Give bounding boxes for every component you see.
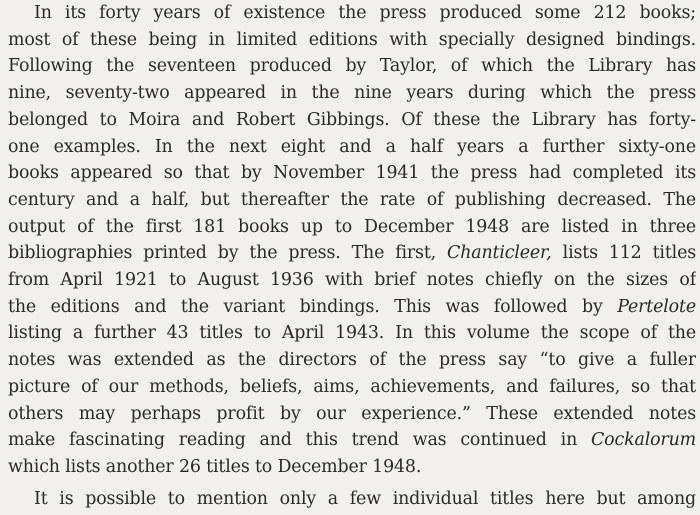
text-line: notes was extended as the directors of the press say “to give a fuller [8,350,696,371]
text-segment: bibliographies printed by the press. The first, [8,243,437,264]
text-segment: the editions and the variant bindings. This was followed by [8,296,603,317]
book-title-pertelote: Pertelote [617,296,696,317]
text-line: books appeared so that by November 1941 the press had completed its [8,163,696,184]
book-title-cockalorum: Cockalorum [591,430,696,451]
text-line: most of these being in limited editions with specially designed bindings. [8,29,696,50]
text-line: In its forty years of existence the press produced some 212 books; [34,3,696,23]
book-title-chanticleer: Chanticleer, [447,243,552,264]
text-segment: make fascinating reading and this trend was continued in [8,430,578,451]
text-line: others may perhaps profit by our experience.” These extended notes [8,403,696,424]
text-segment: lists 112 titles [562,243,696,264]
text-line: one examples. In the next eight and a half years a further sixty-one [8,136,696,157]
text-line: century and a half, but thereafter the rate of publishing decreased. The [8,189,696,210]
text-line: Following the seventeen produced by Taylor, of which the Library has [8,56,696,77]
text-line [8,240,696,267]
text-line: nine, seventy-two appeared in the nine years during which the press [8,83,696,104]
text-line [8,294,696,321]
paragraph-individual-titles [8,486,696,513]
text-line: belonged to Moira and Robert Gibbings. Of these the Library has forty- [8,109,696,130]
text-line: which lists another 26 titles to December 1948. [8,456,422,477]
text-line: picture of our methods, beliefs, aims, achievements, and failures, so that [8,376,696,397]
text-line: output of the first 181 books up to December 1948 are listed in three [8,216,696,237]
text-line: from April 1921 to August 1936 with brief notes chiefly on the sizes of [8,270,696,291]
text-line: It is possible to mention only a few individual titles here but among [34,489,696,509]
text-line [8,427,696,454]
paragraph-press-history [8,0,696,481]
text-line: listing a further 43 titles to April 1943. In this volume the scope of the [8,323,696,344]
